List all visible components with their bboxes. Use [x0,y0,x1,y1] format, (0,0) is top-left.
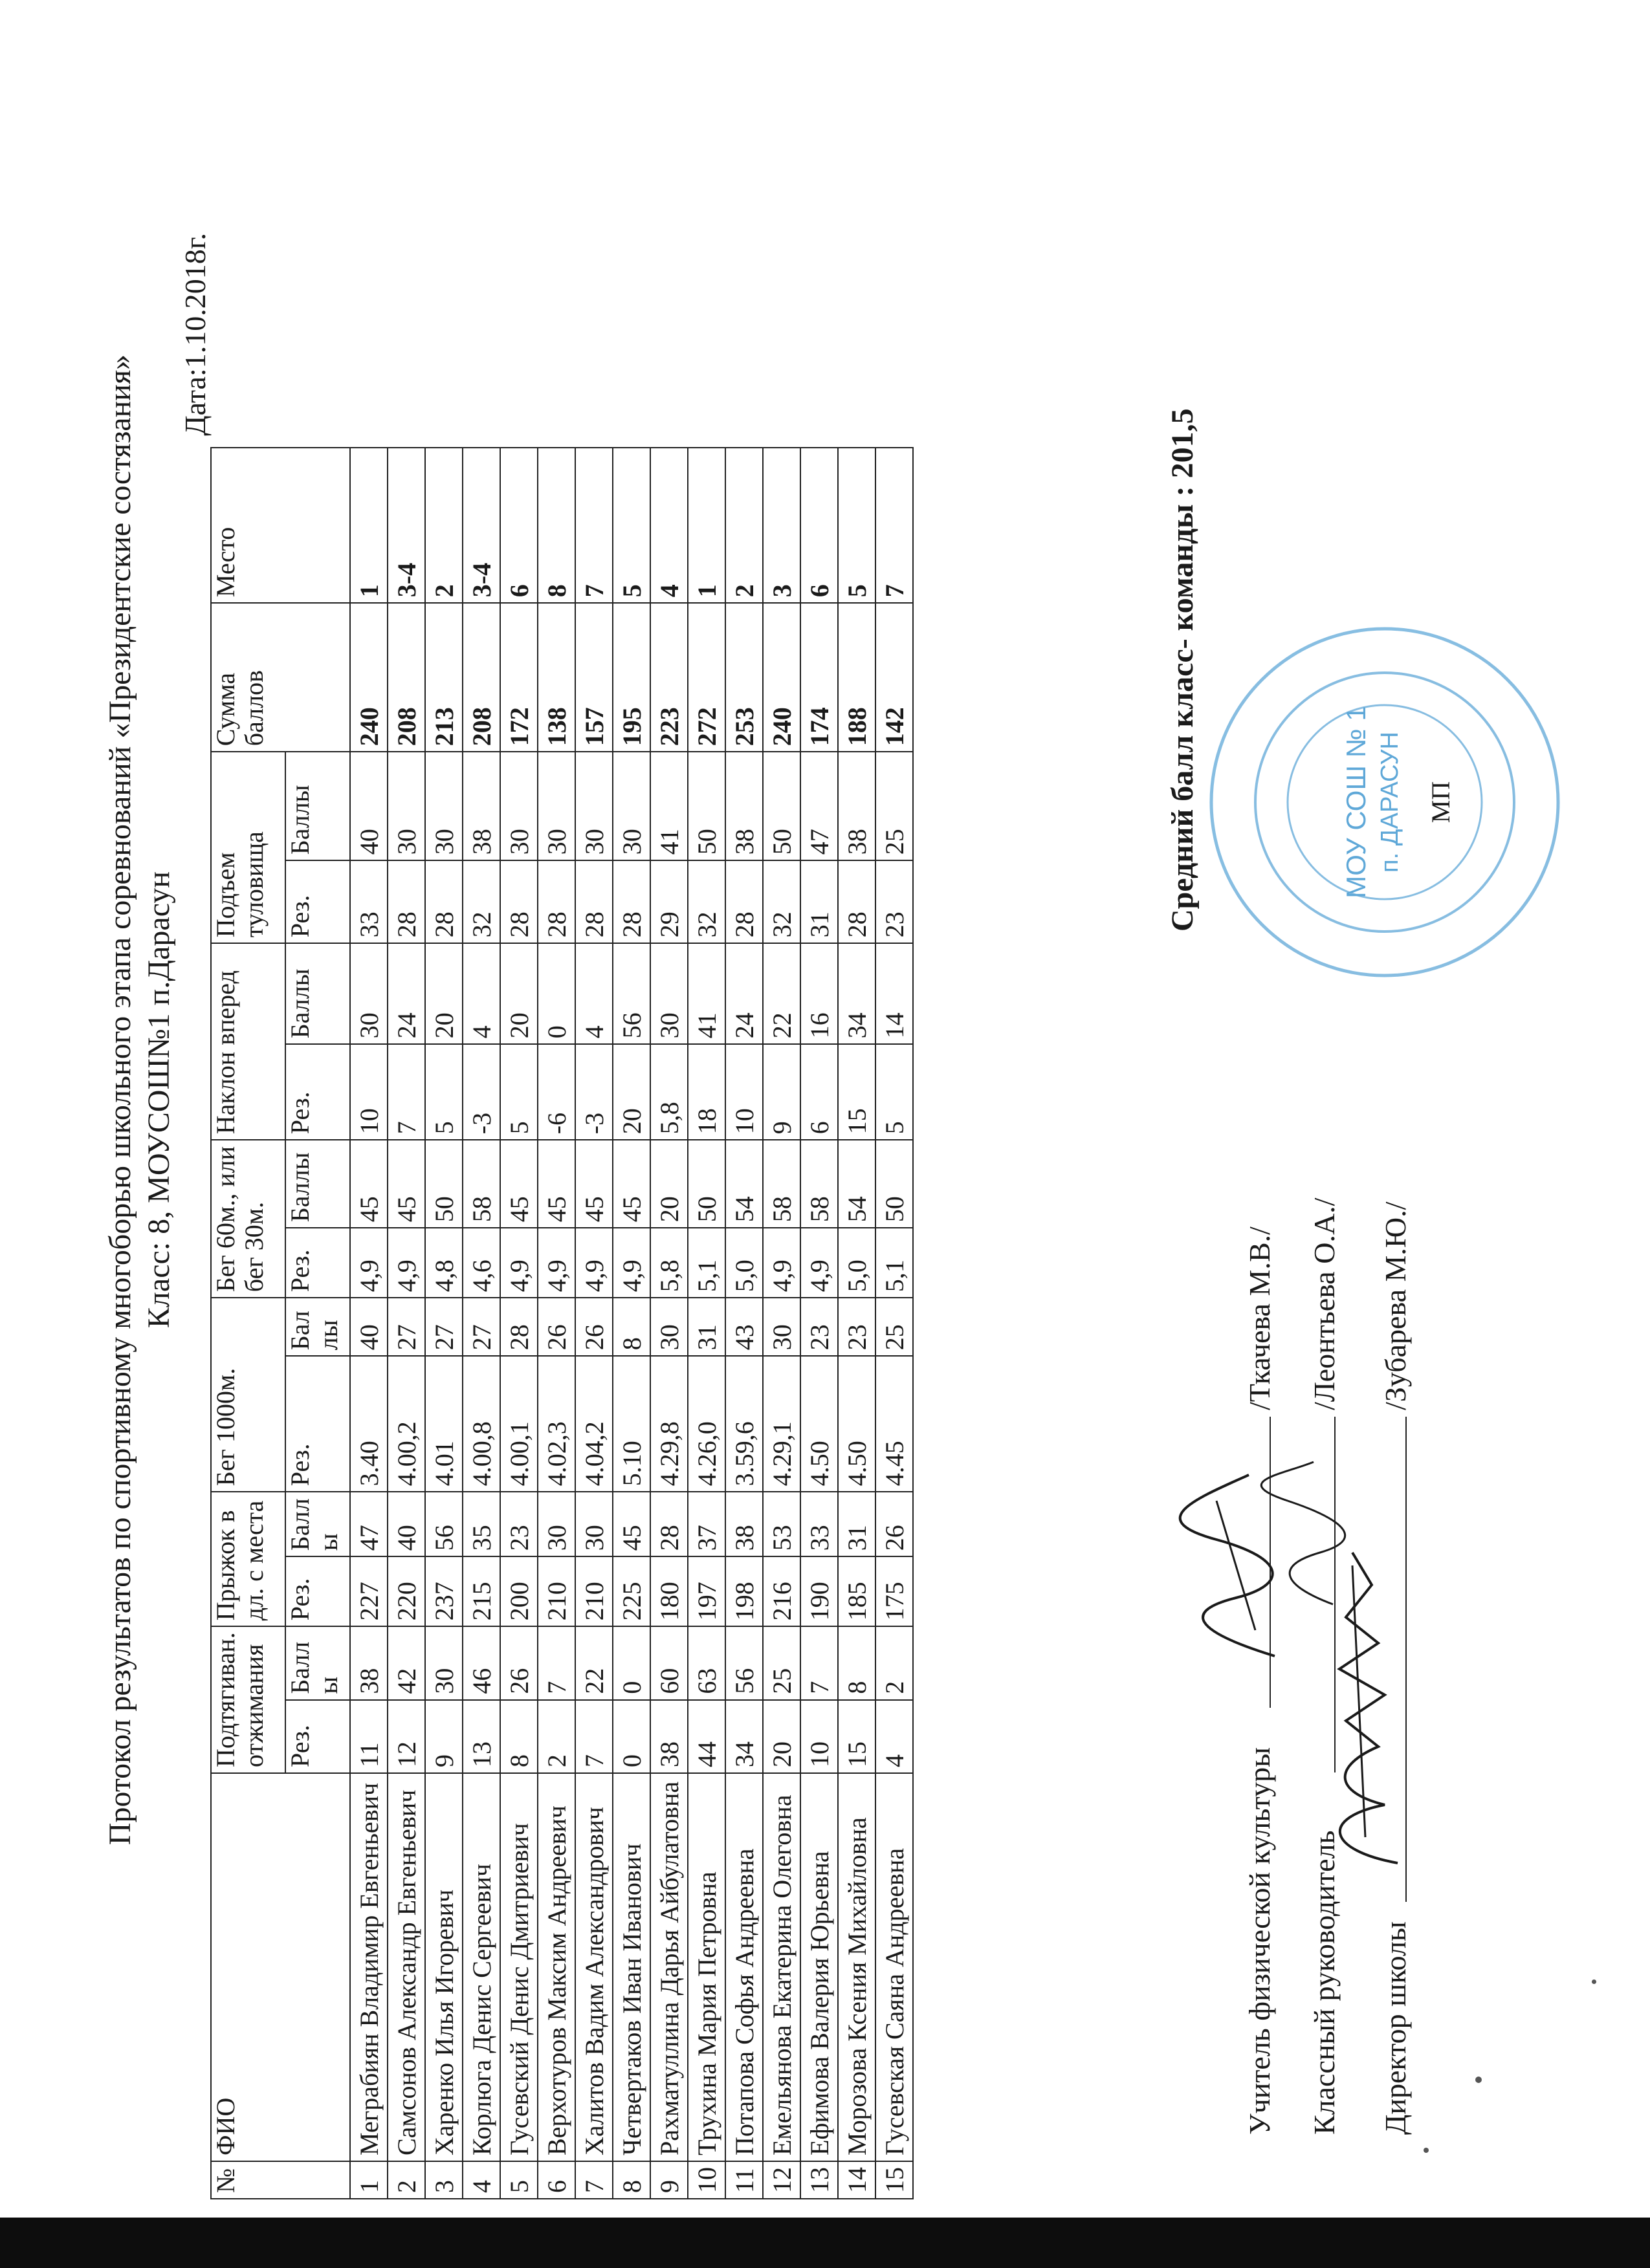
cell-jump-r: 190 [800,1556,838,1626]
cell-bend-r: 9 [763,1044,800,1140]
cell-sit-p: 50 [763,752,800,860]
cell-place: 1 [688,448,725,603]
cell-r60-p: 50 [688,1140,725,1228]
sub-res: Рез. [285,1356,350,1492]
sub-pts: Баллы [285,752,350,860]
cell-bend-p: 14 [875,943,913,1044]
cell-r1000-p: 27 [388,1298,425,1356]
cell-jump-p: 30 [538,1492,575,1556]
cell-sit-p: 38 [463,752,500,860]
cell-r1000-r: 4.01 [425,1356,463,1492]
cell-sit-p: 25 [875,752,913,860]
cell-sit-r: 28 [425,860,463,943]
cell-bend-r: -3 [575,1044,613,1140]
table-row [425,448,463,2199]
teacher-name: /Ткачева М.В./ [1243,1227,1276,1410]
cell-r60-r: 4,9 [538,1228,575,1298]
cell-place: 5 [838,448,875,603]
cell-name: Халитов Вадим Александрович [575,1773,613,2161]
cell-bend-p: 24 [388,943,425,1044]
col-run60-header: Бег 60м., или бег 30м. [211,1140,285,1298]
class-teacher-label: Классный руководитель [1308,1830,1341,2135]
cell-jump-r: 180 [650,1556,688,1626]
cell-sit-p: 30 [500,752,538,860]
cell-r60-p: 45 [538,1140,575,1228]
cell-no: 12 [763,2161,800,2199]
cell-r60-r: 4,8 [425,1228,463,1298]
cell-no: 4 [463,2161,500,2199]
table-row [538,448,575,2199]
cell-pull-r: 44 [688,1700,725,1773]
cell-bend-p: 56 [613,943,650,1044]
school-stamp [1204,621,1566,983]
cell-place: 1 [350,448,388,603]
sub-res: Рез. [285,1044,350,1140]
table-row [650,448,688,2199]
cell-r1000-p: 31 [688,1298,725,1356]
cell-jump-p: 53 [763,1492,800,1556]
cell-r1000-r: 5.10 [613,1356,650,1492]
teacher-signature-label: Учитель физической культуры [1243,1747,1276,2135]
cell-r1000-p: 43 [725,1298,763,1356]
cell-place: 8 [538,448,575,603]
sub-res: Рез. [285,1556,350,1626]
table-row [763,448,800,2199]
cell-name: Трухина Мария Петровна [688,1773,725,2161]
col-no-header: № [211,2161,350,2199]
cell-place: 2 [725,448,763,603]
cell-r1000-r: 4.45 [875,1356,913,1492]
cell-pull-r: 7 [575,1700,613,1773]
table-row [350,448,388,2199]
cell-no: 6 [538,2161,575,2199]
stamp-line2: п. ДАРАСУН [1376,732,1403,873]
sub-pts: Баллы [285,1626,350,1699]
cell-r60-r: 4,9 [388,1228,425,1298]
cell-sit-p: 38 [725,752,763,860]
cell-no: 10 [688,2161,725,2199]
cell-bend-p: 30 [650,943,688,1044]
results-table [210,447,914,2199]
cell-r60-p: 45 [613,1140,650,1228]
cell-no: 9 [650,2161,688,2199]
cell-name: Гусевская Саяна Андреевна [875,1773,913,2161]
table-row [875,448,913,2199]
cell-r1000-p: 27 [463,1298,500,1356]
cell-place: 7 [575,448,613,603]
cell-sum: 240 [350,603,388,752]
cell-jump-p: 38 [725,1492,763,1556]
cell-pull-p: 7 [800,1626,838,1699]
cell-pull-r: 15 [838,1700,875,1773]
table-row [688,448,725,2199]
cell-r1000-p: 23 [838,1298,875,1356]
cell-pull-p: 7 [538,1626,575,1699]
cell-bend-r: 10 [725,1044,763,1140]
cell-pull-p: 8 [838,1626,875,1699]
cell-bend-r: 5,8 [650,1044,688,1140]
cell-jump-r: 225 [613,1556,650,1626]
cell-pull-p: 56 [725,1626,763,1699]
cell-sit-p: 30 [613,752,650,860]
cell-r60-p: 50 [875,1140,913,1228]
cell-r1000-p: 26 [538,1298,575,1356]
cell-r60-r: 4,9 [800,1228,838,1298]
class-teacher-name: /Леонтьева О.А./ [1308,1197,1341,1410]
cell-pull-r: 4 [875,1700,913,1773]
cell-r60-r: 5,8 [650,1228,688,1298]
cell-sit-p: 30 [575,752,613,860]
col-name-header: ФИО [211,1773,350,2161]
cell-bend-p: 41 [688,943,725,1044]
cell-bend-r: 5 [875,1044,913,1140]
cell-bend-r: 15 [838,1044,875,1140]
sub-res: Рез. [285,1228,350,1298]
cell-r60-r: 4,9 [575,1228,613,1298]
cell-r1000-r: 4.04,2 [575,1356,613,1492]
cell-pull-p: 22 [575,1626,613,1699]
sub-pts: Баллы [285,943,350,1044]
cell-jump-p: 28 [650,1492,688,1556]
cell-pull-p: 26 [500,1626,538,1699]
cell-jump-p: 45 [613,1492,650,1556]
cell-bend-r: 20 [613,1044,650,1140]
cell-r60-r: 4,9 [500,1228,538,1298]
cell-r1000-p: 26 [575,1298,613,1356]
cell-r60-p: 58 [763,1140,800,1228]
scan-speck [1592,1979,1596,1984]
cell-sit-r: 29 [650,860,688,943]
cell-sum: 157 [575,603,613,752]
cell-no: 11 [725,2161,763,2199]
document-date: Дата:1.10.2018г. [179,233,212,436]
cell-sum: 172 [500,603,538,752]
cell-r1000-p: 30 [763,1298,800,1356]
cell-place: 3-4 [463,448,500,603]
cell-pull-p: 42 [388,1626,425,1699]
table-row [463,448,500,2199]
cell-sit-p: 38 [838,752,875,860]
cell-r1000-p: 40 [350,1298,388,1356]
cell-no: 15 [875,2161,913,2199]
cell-sum: 195 [613,603,650,752]
cell-sit-p: 41 [650,752,688,860]
cell-jump-r: 237 [425,1556,463,1626]
cell-r60-p: 54 [725,1140,763,1228]
cell-pull-r: 10 [800,1700,838,1773]
cell-r60-p: 45 [388,1140,425,1228]
director-name: /Зубарева М.Ю./ [1379,1201,1412,1410]
cell-r1000-p: 27 [425,1298,463,1356]
cell-r1000-r: 3.40 [350,1356,388,1492]
cell-sum: 213 [425,603,463,752]
cell-sit-p: 30 [388,752,425,860]
scan-speck [1475,2077,1482,2083]
document-subtitle: Класс: 8, МОУСОШ№1 п.Дарасун [142,871,176,1329]
cell-r1000-r: 4.50 [838,1356,875,1492]
cell-no: 5 [500,2161,538,2199]
cell-jump-r: 197 [688,1556,725,1626]
sub-res: Рез. [285,860,350,943]
cell-r1000-p: 23 [800,1298,838,1356]
cell-jump-r: 185 [838,1556,875,1626]
cell-sit-r: 28 [388,860,425,943]
cell-pull-r: 0 [613,1700,650,1773]
cell-no: 13 [800,2161,838,2199]
cell-sit-p: 40 [350,752,388,860]
cell-r60-r: 4,9 [763,1228,800,1298]
cell-sit-r: 32 [688,860,725,943]
cell-sum: 138 [538,603,575,752]
cell-sum: 253 [725,603,763,752]
cell-pull-r: 9 [425,1700,463,1773]
cell-sit-r: 28 [538,860,575,943]
sub-pts: Баллы [285,1298,350,1356]
cell-r60-p: 45 [350,1140,388,1228]
cell-pull-r: 11 [350,1700,388,1773]
cell-r60-p: 45 [500,1140,538,1228]
cell-r1000-p: 28 [500,1298,538,1356]
cell-place: 3 [763,448,800,603]
cell-r60-p: 58 [463,1140,500,1228]
cell-r60-p: 20 [650,1140,688,1228]
cell-jump-r: 220 [388,1556,425,1626]
cell-bend-r: 5 [425,1044,463,1140]
sub-res: Рез. [285,1700,350,1773]
col-bend-header: Наклон вперед [211,943,285,1140]
cell-name: Гусевский Денис Дмитриевич [500,1773,538,2161]
cell-r1000-r: 4.00,2 [388,1356,425,1492]
cell-sum: 188 [838,603,875,752]
cell-sum: 272 [688,603,725,752]
cell-place: 2 [425,448,463,603]
cell-jump-p: 56 [425,1492,463,1556]
cell-pull-p: 2 [875,1626,913,1699]
cell-sit-p: 30 [538,752,575,860]
cell-r60-p: 58 [800,1140,838,1228]
cell-sit-r: 28 [838,860,875,943]
cell-sit-r: 31 [800,860,838,943]
cell-bend-r: 7 [388,1044,425,1140]
cell-place: 6 [500,448,538,603]
cell-sit-r: 28 [725,860,763,943]
cell-r1000-r: 4.00,1 [500,1356,538,1492]
cell-bend-r: -6 [538,1044,575,1140]
cell-jump-p: 37 [688,1492,725,1556]
cell-name: Верхотуров Максим Андреевич [538,1773,575,2161]
cell-name: Четвертаков Иван Иванович [613,1773,650,2161]
cell-sit-p: 50 [688,752,725,860]
cell-jump-p: 40 [388,1492,425,1556]
cell-bend-r: 6 [800,1044,838,1140]
cell-bend-p: 0 [538,943,575,1044]
cell-jump-r: 210 [538,1556,575,1626]
cell-pull-r: 2 [538,1700,575,1773]
cell-bend-p: 20 [500,943,538,1044]
stamp-mp: МП [1426,781,1455,823]
cell-jump-r: 227 [350,1556,388,1626]
cell-jump-p: 31 [838,1492,875,1556]
cell-sum: 240 [763,603,800,752]
cell-jump-r: 200 [500,1556,538,1626]
cell-sit-r: 23 [875,860,913,943]
cell-bend-r: 18 [688,1044,725,1140]
cell-bend-p: 4 [463,943,500,1044]
cell-name: Рахматуллина Дарья Айбулатовна [650,1773,688,2161]
cell-r1000-r: 4.26,0 [688,1356,725,1492]
cell-pull-p: 63 [688,1626,725,1699]
cell-r1000-r: 4.00,8 [463,1356,500,1492]
sub-pts: Баллы [285,1140,350,1228]
cell-pull-p: 60 [650,1626,688,1699]
cell-jump-r: 198 [725,1556,763,1626]
cell-bend-p: 22 [763,943,800,1044]
cell-jump-p: 33 [800,1492,838,1556]
cell-r60-p: 54 [838,1140,875,1228]
cell-no: 3 [425,2161,463,2199]
cell-r60-r: 4,9 [350,1228,388,1298]
cell-sit-r: 28 [575,860,613,943]
table-row [838,448,875,2199]
cell-no: 2 [388,2161,425,2199]
cell-r60-r: 5,0 [725,1228,763,1298]
cell-pull-r: 34 [725,1700,763,1773]
col-pull-header: Подтягиван. отжимания [211,1626,285,1773]
cell-bend-p: 20 [425,943,463,1044]
col-situp-header: Подъем туловища [211,752,285,943]
cell-name: Самсонов Александр Евгеньевич [388,1773,425,2161]
cell-bend-p: 24 [725,943,763,1044]
cell-bend-r: 5 [500,1044,538,1140]
col-sum-header: Сумма баллов [211,603,350,752]
cell-r60-r: 5,0 [838,1228,875,1298]
cell-name: Ефимова Валерия Юрьевна [800,1773,838,2161]
col-run1000-header: Бег 1000м. [211,1298,285,1492]
cell-jump-r: 216 [763,1556,800,1626]
cell-r1000-p: 30 [650,1298,688,1356]
cell-jump-r: 210 [575,1556,613,1626]
cell-pull-p: 25 [763,1626,800,1699]
cell-r1000-r: 4.02,3 [538,1356,575,1492]
cell-r1000-r: 4.29,8 [650,1356,688,1492]
cell-r1000-p: 25 [875,1298,913,1356]
col-jump-header: Прыжок в дл. с места [211,1492,285,1626]
cell-sum: 142 [875,603,913,752]
cell-name: Емельянова Екатерина Олеговна [763,1773,800,2161]
cell-name: Меграбиян Владимир Евгеньевич [350,1773,388,2161]
cell-r60-r: 4,9 [613,1228,650,1298]
rotated-document [78,0,1631,2199]
cell-r1000-r: 4.50 [800,1356,838,1492]
cell-pull-r: 8 [500,1700,538,1773]
scan-speck [1424,2148,1429,2153]
cell-bend-p: 30 [350,943,388,1044]
cell-r60-r: 4,6 [463,1228,500,1298]
cell-pull-r: 13 [463,1700,500,1773]
cell-r60-p: 45 [575,1140,613,1228]
cell-pull-r: 20 [763,1700,800,1773]
cell-pull-p: 38 [350,1626,388,1699]
cell-sit-r: 28 [613,860,650,943]
stamp-line1: МОУ СОШ № 1 [1341,706,1371,899]
cell-no: 14 [838,2161,875,2199]
scan-edge-bar [0,2218,1650,2268]
cell-pull-p: 0 [613,1626,650,1699]
cell-bend-p: 16 [800,943,838,1044]
table-row [388,448,425,2199]
cell-jump-p: 35 [463,1492,500,1556]
cell-name: Потапова Софья Андреевна [725,1773,763,2161]
table-row [800,448,838,2199]
cell-name: Харенко Илья Игоревич [425,1773,463,2161]
cell-r60-r: 5,1 [688,1228,725,1298]
cell-pull-p: 30 [425,1626,463,1699]
class-average: Средний балл класс- команды : 201,5 [1165,408,1200,932]
cell-bend-r: -3 [463,1044,500,1140]
document-title: Протокол результатов по спортивному многоборью школьного этапа соревнований «Президентские состязания» [103,354,137,1846]
cell-pull-r: 12 [388,1700,425,1773]
cell-sit-r: 33 [350,860,388,943]
cell-bend-r: 10 [350,1044,388,1140]
table-row [725,448,763,2199]
cell-place: 3-4 [388,448,425,603]
cell-bend-p: 4 [575,943,613,1044]
table-row [500,448,538,2199]
cell-r1000-r: 4.29,1 [763,1356,800,1492]
cell-sit-p: 30 [425,752,463,860]
table-row [575,448,613,2199]
cell-sum: 208 [463,603,500,752]
cell-bend-p: 34 [838,943,875,1044]
cell-no: 1 [350,2161,388,2199]
table-row [613,448,650,2199]
cell-place: 5 [613,448,650,603]
cell-sit-r: 32 [763,860,800,943]
cell-no: 7 [575,2161,613,2199]
cell-place: 6 [800,448,838,603]
cell-place: 4 [650,448,688,603]
cell-name: Корлюга Денис Сергеевич [463,1773,500,2161]
cell-pull-p: 46 [463,1626,500,1699]
director-label: Директор школы [1379,1921,1412,2135]
director-signature [1307,1540,1417,1876]
cell-jump-p: 23 [500,1492,538,1556]
sub-pts: Баллы [285,1492,350,1556]
cell-no: 8 [613,2161,650,2199]
cell-r1000-p: 8 [613,1298,650,1356]
col-place-header: Место [211,448,350,603]
cell-r1000-r: 3.59,6 [725,1356,763,1492]
cell-jump-p: 47 [350,1492,388,1556]
cell-sum: 223 [650,603,688,752]
cell-sit-r: 32 [463,860,500,943]
cell-place: 7 [875,448,913,603]
cell-pull-r: 38 [650,1700,688,1773]
cell-jump-p: 26 [875,1492,913,1556]
cell-jump-p: 30 [575,1492,613,1556]
cell-r60-p: 50 [425,1140,463,1228]
cell-sit-r: 28 [500,860,538,943]
cell-sit-p: 47 [800,752,838,860]
cell-name: Морозова Ксения Михайловна [838,1773,875,2161]
cell-jump-r: 175 [875,1556,913,1626]
cell-sum: 174 [800,603,838,752]
cell-r60-r: 5,1 [875,1228,913,1298]
cell-sum: 208 [388,603,425,752]
cell-jump-r: 215 [463,1556,500,1626]
